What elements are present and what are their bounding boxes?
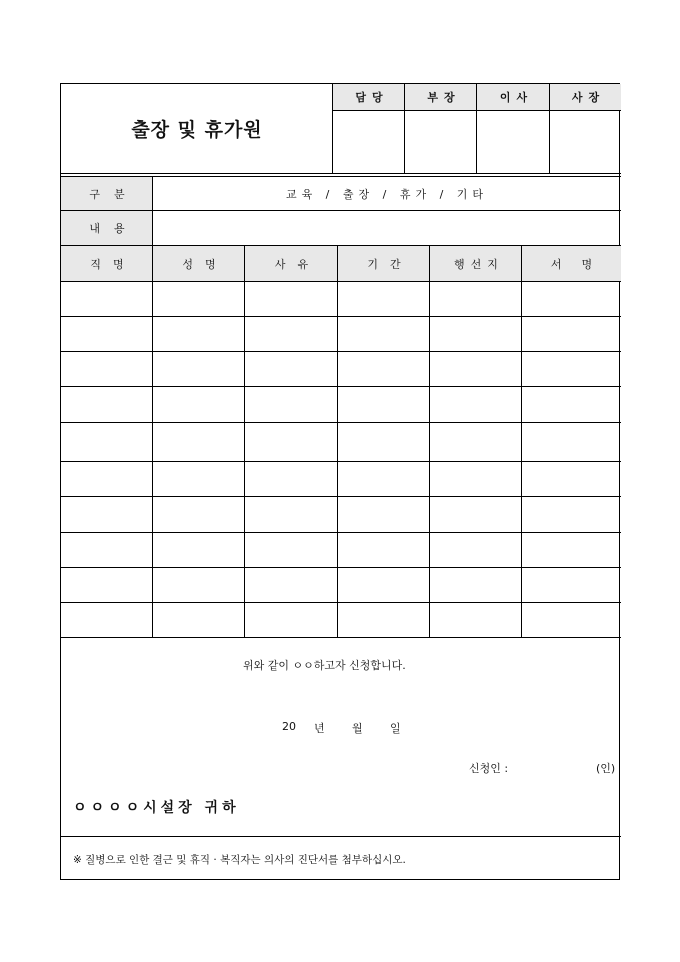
column-header-signature: 서명 <box>522 246 621 281</box>
date-year: 년 <box>314 722 325 735</box>
approval-sign-director[interactable] <box>477 110 550 173</box>
approval-sign-president[interactable] <box>550 110 621 173</box>
category-label: 구분 <box>61 177 153 210</box>
form-title: 출장 및 휴가원 <box>131 119 263 141</box>
statement-text: 위와 같이 ㅇㅇ하고자 신청합니다. <box>243 659 406 672</box>
approval-sign-manager[interactable] <box>405 110 477 173</box>
column-header-name: 성명 <box>153 246 245 281</box>
column-header-destination: 행선지 <box>430 246 522 281</box>
content-label: 내용 <box>61 211 153 245</box>
date-day: 일 <box>390 722 401 735</box>
approval-header-manager: 부장 <box>405 84 477 110</box>
leave-request-form <box>60 83 620 880</box>
category-options[interactable]: 교육 / 출장 / 휴가 / 기타 <box>285 187 489 201</box>
date-month: 월 <box>352 722 363 735</box>
seal-mark: (인) <box>596 762 616 775</box>
date-year-prefix: 20 <box>282 720 296 733</box>
approval-header-president: 사장 <box>550 84 621 110</box>
approval-sign-staff[interactable] <box>333 110 405 173</box>
column-header-position: 직명 <box>61 246 153 281</box>
approval-header-director: 이사 <box>477 84 550 110</box>
approval-header-staff: 담당 <box>333 84 405 110</box>
column-header-period: 기간 <box>338 246 430 281</box>
attachment-note: ※ 질병으로 인한 결근 및 휴직 · 복직자는 의사의 진단서를 첨부하십시오. <box>73 854 406 866</box>
table-body[interactable] <box>61 282 621 637</box>
content-field[interactable] <box>153 211 621 245</box>
column-header-reason: 사유 <box>245 246 338 281</box>
applicant-label: 신청인 : <box>469 762 509 775</box>
addressee: ㅇㅇㅇㅇ시설장 귀하 <box>73 800 240 816</box>
